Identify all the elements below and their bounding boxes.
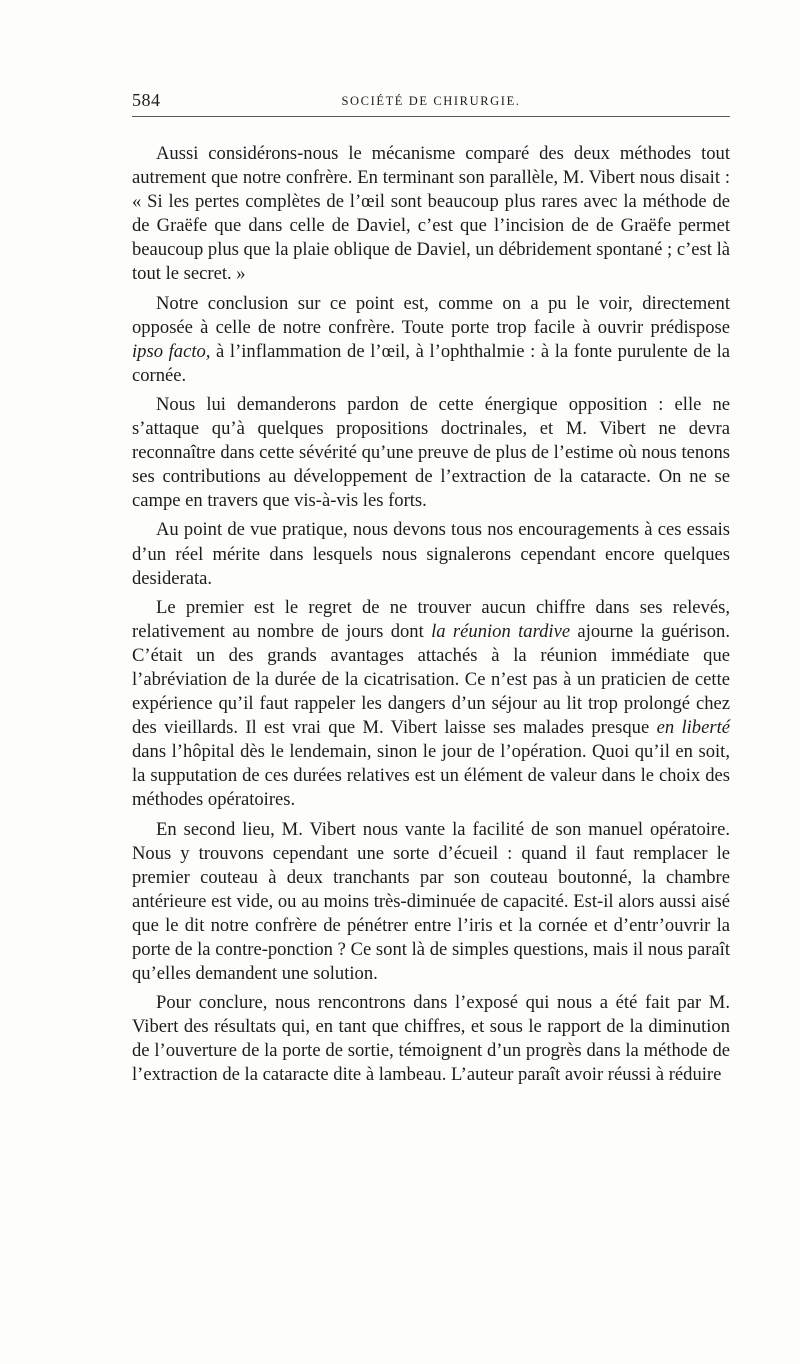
paragraph-4 (132, 518, 730, 590)
paragraph-7 (132, 991, 730, 1087)
paragraph-1-text: Aussi considérons-nous le mécanisme comparé des deux méthodes tout autrement que notre confrère. En terminant son parallèle, M. Vibert nous disait : « Si les pertes complètes de l’œil sont beaucoup plus rares avec la méthode de de Graëfe que dans celle de Daviel, c’est que l’incision de de Graëfe permet beaucoup plus que la plaie oblique de Daviel, un débridement spontané ; c’est là tout le secret. » (132, 143, 730, 285)
paragraph-6 (132, 818, 730, 987)
running-title: SOCIÉTÉ DE CHIRURGIE. (341, 94, 521, 108)
paragraph-3 (132, 393, 730, 513)
paragraph-2-text-a: Notre conclusion sur ce point est, comme on a pu le voir, directement opposée à celle de notre confrère. Toute porte trop facile à ouvrir prédispose (132, 292, 730, 338)
paragraph-3-text: Nous lui demanderons pardon de cette énergique opposition : elle ne s’attaque qu’à quelques propositions doctrinales, et M. Vibert ne devra reconnaître dans cette sévérité qu’une preuve de plus de l’estime où nous tenons ses contributions au développement de l’extraction de la cataracte. On ne se campe en travers que vis-à-vis les forts. (132, 393, 730, 512)
paragraph-1 (132, 142, 730, 287)
page-number: 584 (132, 90, 161, 110)
paragraph-5-text-a: Le premier est le regret de ne trouver aucun chiffre dans ses relevés, relativement au nombre de jours dont (132, 596, 730, 642)
paragraph-2 (132, 292, 730, 388)
paragraph-5-text-b: ajourne la guérison. C’était un des grands avantages attachés à la réunion immédiate que l’abréviation de la durée de la cicatrisation. Ce n’est pas à un praticien de cette expérience qu’il faut rappeler les dangers d’un séjour au lit trop prolongé chez des vieillards. Il est vrai que M. Vibert laisse ses malades presque (132, 620, 730, 739)
paragraph-5-italic-reunion-tardive: la réunion tardive (431, 620, 571, 642)
paragraph-2-text-b: à l’inflammation de l’œil, à l’ophthalmie : à la fonte purulente de la cornée. (132, 340, 730, 386)
paragraph-5 (132, 596, 730, 813)
paragraph-4-text: Au point de vue pratique, nous devons tous nos encouragements à ces essais d’un réel mérite dans lesquels nous signalerons cependant encore quelques desiderata. (132, 519, 730, 589)
paragraph-5-text-c: dans l’hôpital dès le lendemain, sinon le jour de l’opération. Quoi qu’il en soit, la supputation de ces durées relatives est un élément de valeur dans le choix des méthodes opératoires. (132, 741, 730, 811)
running-head (132, 88, 730, 117)
paragraph-6-text: En second lieu, M. Vibert nous vante la facilité de son manuel opératoire. Nous y trouvons cependant une sorte d’écueil : quand il faut remplacer le premier couteau à deux tranchants par son couteau boutonné, la chambre antérieure est vide, ou au moins très-diminuée de capacité. Est-il alors aussi aisé que le dit notre confrère de pénétrer entre l’iris et la cornée et d’entr’ouvrir la porte de la contre-ponction ? Ce sont là de simples questions, mais il nous paraît qu’elles demandent une solution. (132, 818, 730, 985)
paragraph-7-text: Pour conclure, nous rencontrons dans l’exposé qui nous a été fait par M. Vibert des résultats qui, en tant que chiffres, et sous le rapport de la diminution de l’ouverture de la porte de sortie, témoignent d’un progrès dans la méthode de l’extraction de la cataracte dite à lambeau. L’auteur paraît avoir réussi à réduire (132, 992, 730, 1086)
body-text (132, 142, 730, 1088)
paragraph-5-italic-en-liberte: en liberté (656, 717, 730, 739)
paragraph-2-italic-ipso-facto: ipso facto, (132, 340, 211, 362)
